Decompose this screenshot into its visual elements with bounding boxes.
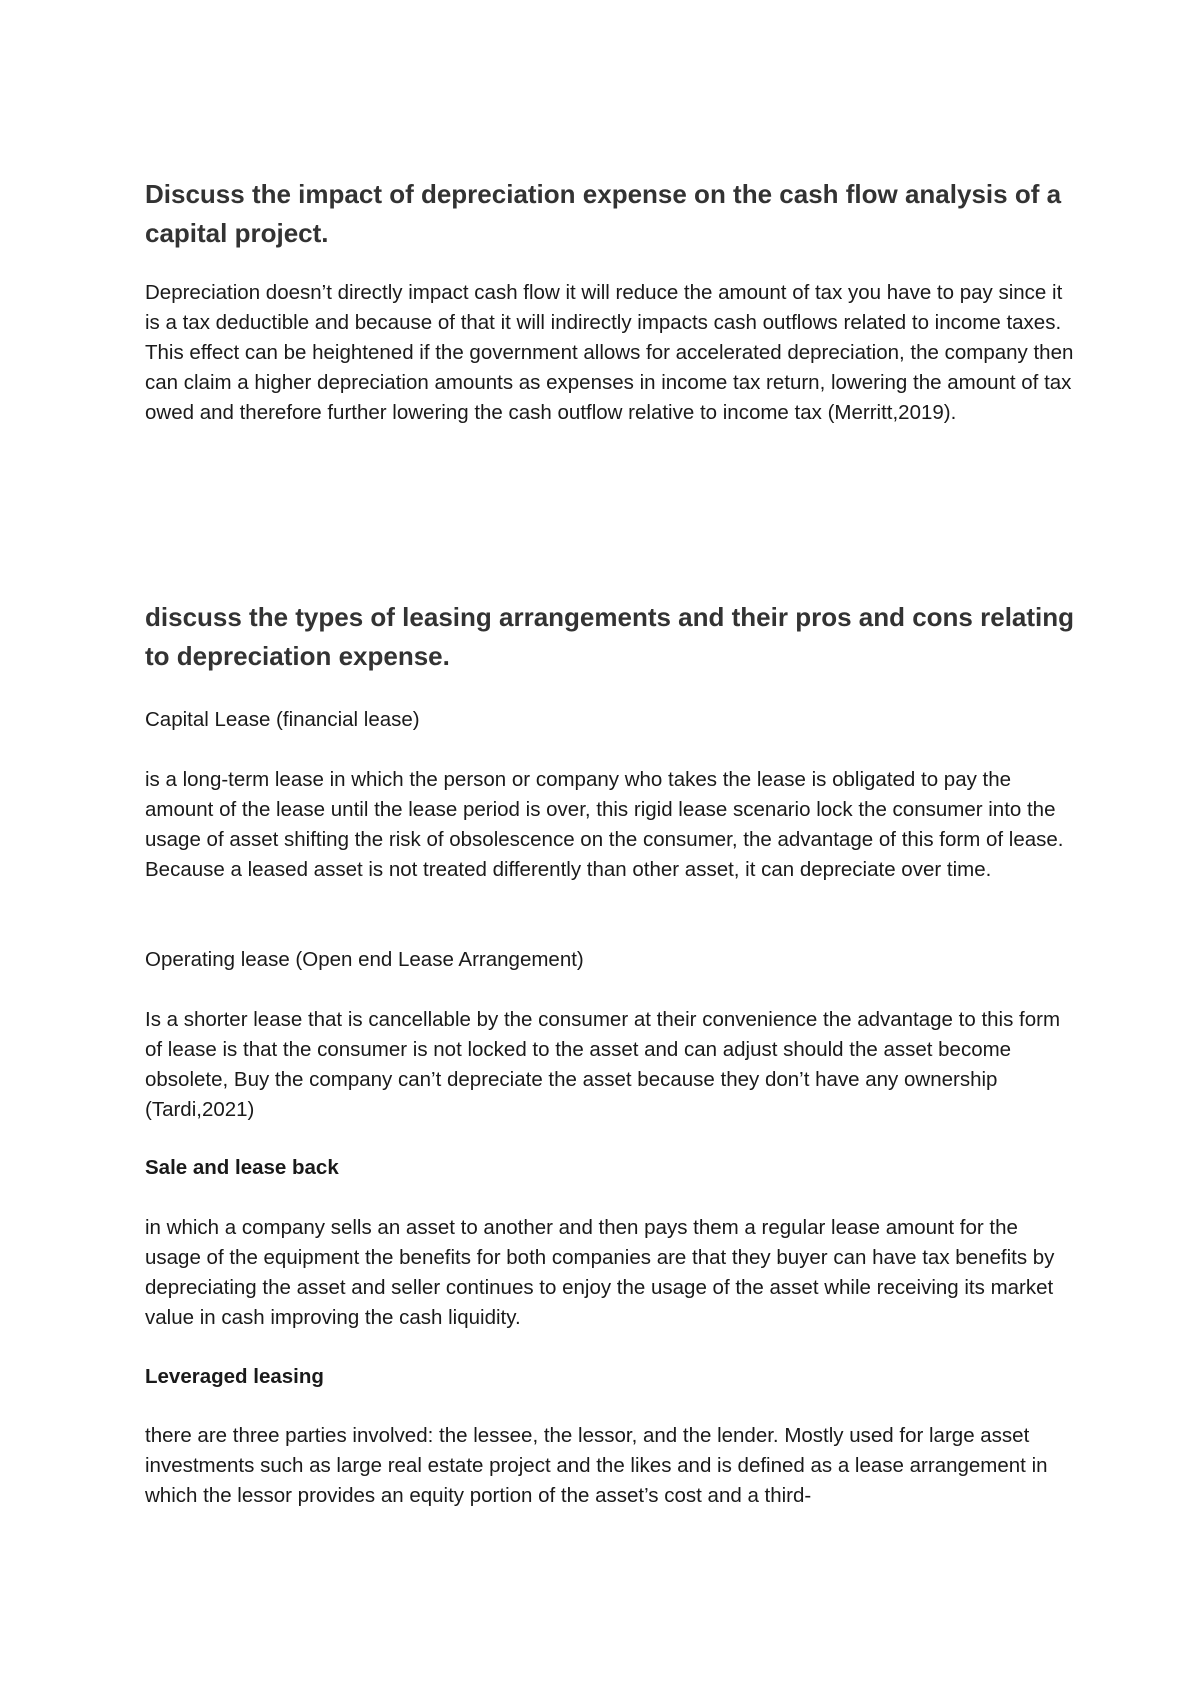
sale-leaseback-title-block <box>145 1153 1075 1183</box>
capital-lease-title-block <box>145 705 1075 735</box>
leveraged-leasing-title: Leveraged leasing <box>145 1365 324 1388</box>
operating-lease-title: Operating lease (Open end Lease Arrangement) <box>145 948 584 971</box>
section-2 <box>145 598 1075 676</box>
sale-leaseback-body: in which a company sells an asset to another and then pays them a regular lease amount for the usage of the equipment the benefits for both companies are that they buyer can have tax benefits by depreciating the asset and seller continues to enjoy the usage of the asset while receiving its market value in cash improving the cash liquidity. <box>145 1216 1055 1329</box>
sale-leaseback-title: Sale and lease back <box>145 1156 339 1179</box>
leveraged-leasing-title-block <box>145 1362 1075 1392</box>
sale-leaseback-body-block <box>145 1213 1075 1333</box>
operating-lease-body-block <box>145 1005 1075 1125</box>
capital-lease-body: is a long-term lease in which the person or company who takes the lease is obligated to pay the amount of the lease until the lease period is over, this rigid lease scenario lock the consumer into the usage of asset shifting the risk of obsolescence on the consumer, the advantage of this form of lease. Because a leased asset is not treated differently than other asset, it can depreciate over time. <box>145 768 1064 881</box>
section-2-heading: discuss the types of leasing arrangements and their pros and cons relating to depreciation expense. <box>145 602 1075 671</box>
section-1-body <box>145 278 1075 428</box>
operating-lease-body: Is a shorter lease that is cancellable by the consumer at their convenience the advantage to this form of lease is that the consumer is not locked to the asset and can adjust should the asset become obsolete, Buy the company can’t depreciate the asset because they don’t have any ownership (Tardi,2021) <box>145 1008 1061 1121</box>
operating-lease-title-block <box>145 945 1075 975</box>
capital-lease-body-block <box>145 765 1075 885</box>
capital-lease-title: Capital Lease (financial lease) <box>145 708 420 731</box>
leveraged-leasing-body-block <box>145 1421 1075 1511</box>
section-1 <box>145 175 1075 253</box>
leveraged-leasing-body: there are three parties involved: the lessee, the lessor, and the lender. Mostly used for large asset investments such as large real estate project and the likes and is defined as a lease arrangement in which the lessor provides an equity portion of the asset’s cost and a third- <box>145 1424 1048 1507</box>
section-1-heading: Discuss the impact of depreciation expense on the cash flow analysis of a capital project. <box>145 179 1062 248</box>
section-1-paragraph: Depreciation doesn’t directly impact cash flow it will reduce the amount of tax you have to pay since it is a tax deductible and because of that it will indirectly impacts cash outflows related to income taxes. This effect can be heightened if the government allows for accelerated depreciation, the company then can claim a higher depreciation amounts as expenses in income tax return, lowering the amount of tax owed and therefore further lowering the cash outflow relative to income tax (Merritt,2019). <box>145 281 1074 424</box>
